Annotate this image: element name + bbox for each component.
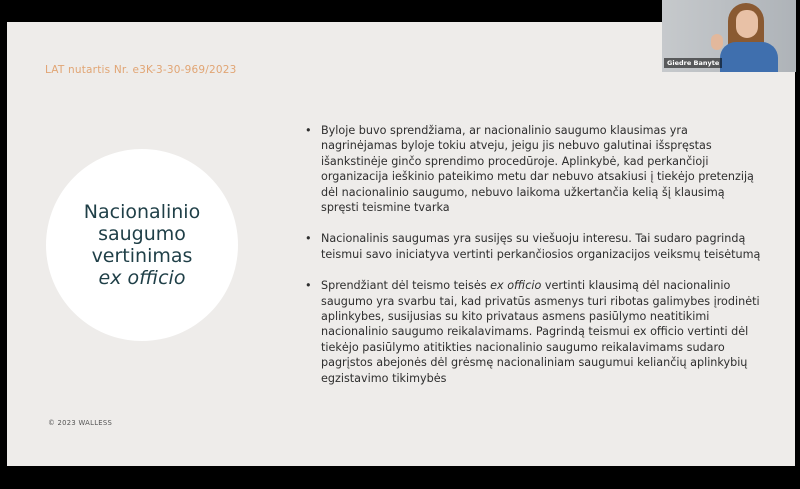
participant-face: [736, 10, 758, 38]
circle-title-line-3: vertinimas: [91, 245, 193, 267]
circle-title-line-1: Nacionalinio: [83, 201, 201, 223]
bullet-item-3: [305, 278, 765, 386]
participant-video-tile[interactable]: [662, 0, 796, 72]
participant-body: [720, 42, 778, 72]
presentation-slide: [7, 22, 795, 466]
participant-hand: [711, 34, 723, 50]
bullet-text-before: Sprendžiant dėl teismo teisės: [321, 279, 491, 293]
circle-title-line-2: saugumo: [98, 223, 186, 245]
bullet-item-1: [305, 123, 765, 215]
case-reference: LAT nutartis Nr. e3K-3-30-969/2023: [45, 64, 237, 76]
bullet-item-2: [305, 231, 765, 262]
bullet-text-emphasis: ex officio: [490, 279, 542, 293]
circle-title-line-4: ex officio: [98, 267, 186, 289]
title-circle: [46, 149, 238, 341]
bullet-list: [305, 123, 765, 402]
bullet-text: Nacionalinis saugumas yra susijęs su viešuoju interesu. Tai sudaro pagrindą teismui savo iniciatyva vertinti perkančiosios organizacijos veiksmų teisėtumą: [321, 232, 761, 261]
bottom-black-bar: [0, 466, 800, 489]
bullet-text-after: vertinti klausimą dėl nacionalinio saugumo yra svarbu tai, kad privatūs asmenys turi ribotas galimybes įrodinėti aplinkybes, susijusias su kito privataus asmens pasiūlymo neatitikimi nacionalinio saugumo reikalavimams. Pagrindą teismui ex officio vertinti dėl tiekėjo pasiūlymo atitikties nacionalinio saugumo reikalavimams sudaro pagrįstos abejonės dėl grėsmę nacionaliniam saugumui keliančių aplinkybių egzistavimo tikimybės: [321, 279, 760, 385]
bullet-text: Byloje buvo sprendžiama, ar nacionalinio saugumo klausimas yra nagrinėjamas byloje tokiu atveju, jeigu jis nebuvo galutinai išspręstas išankstinėje ginčo sprendimo procedūroje. Aplinkybė, kad perkančioji organizacija ieškinio pateikimo metu dar nebuvo atsakiusi į tiekėjo pretenziją dėl nacionalinio saugumo, nebuvo laikoma užkertančia kelią šį klausimą spręsti teismine tvarka: [321, 124, 754, 215]
participant-name-label: Giedre Banyte: [664, 58, 722, 68]
slide-footer: © 2023 WALLESS: [48, 419, 113, 427]
